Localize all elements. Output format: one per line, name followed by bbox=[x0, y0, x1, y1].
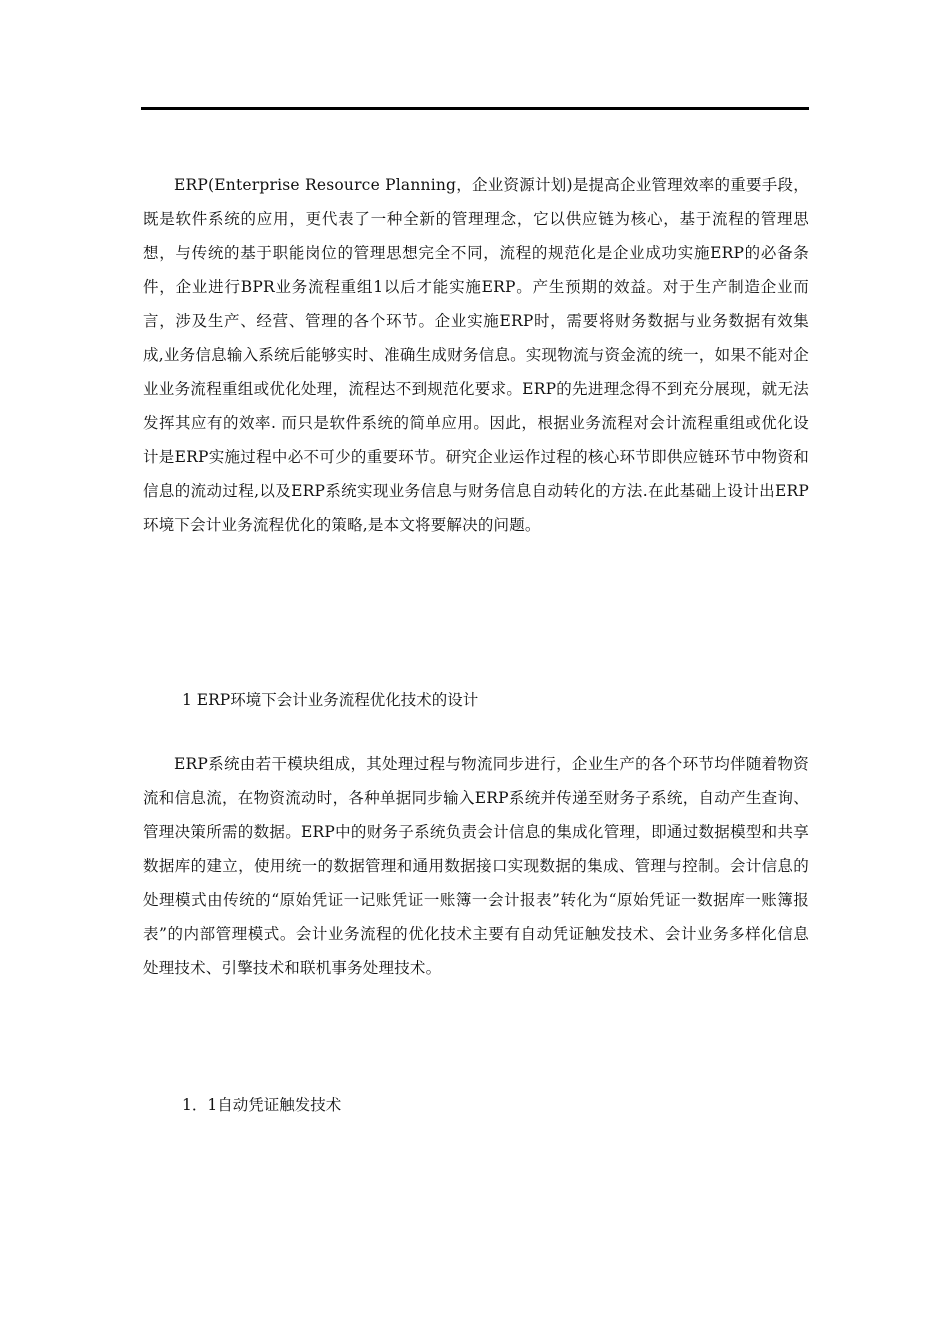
header-rule bbox=[141, 107, 809, 110]
subsection-heading: 1．1自动凭证触发技术 bbox=[182, 1096, 342, 1114]
section-heading: 1 ERP环境下会计业务流程优化技术的设计 bbox=[182, 691, 479, 709]
intro-paragraph: ERP(Enterprise Resource Planning，企业资源计划)是提高企业管理效率的重要手段，既是软件系统的应用，更代表了一种全新的管理理念，它以供应链为核心，基于流程的管理思想，与传统的基于职能岗位的管理思想完全不同，流程的规范化是企业成功实施ERP的必备条件，企业进行BPR业务流程重组1以后才能实施ERP。产生预期的效益。对于生产制造企业而言，涉及生产、经营、管理的各个环节。企业实施ERP时，需要将财务数据与业务数据有效集成,业务信息输入系统后能够实时、准确生成财务信息。实现物流与资金流的统一，如果不能对企业业务流程重组或优化处理，流程达不到规范化要求。ERP的先进理念得不到充分展现，就无法发挥其应有的效率. 而只是软件系统的简单应用。因此，根据业务流程对会计流程重组或优化设计是ERP实施过程中必不可少的重要环节。研究企业运作过程的核心环节即供应链环节中物资和信息的流动过程,以及ERP系统实现业务信息与财务信息自动转化的方法.在此基础上设计出ERP环境下会计业务流程优化的策略,是本文将要解决的问题。 bbox=[143, 176, 809, 534]
section-paragraph: ERP系统由若干模块组成，其处理过程与物流同步进行，企业生产的各个环节均伴随着物资流和信息流，在物资流动时，各种单据同步输入ERP系统并传递至财务子系统，自动产生查询、管理决策所需的数据。ERP中的财务子系统负责会计信息的集成化管理，即通过数据模型和共享数据库的建立，使用统一的数据管理和通用数据接口实现数据的集成、管理与控制。会计信息的处理模式由传统的“原始凭证一记账凭证一账簿一会计报表”转化为“原始凭证一数据库一账簿报表”的内部管理模式。会计业务流程的优化技术主要有自动凭证触发技术、会计业务多样化信息处理技术、引擎技术和联机事务处理技术。 bbox=[143, 755, 809, 977]
